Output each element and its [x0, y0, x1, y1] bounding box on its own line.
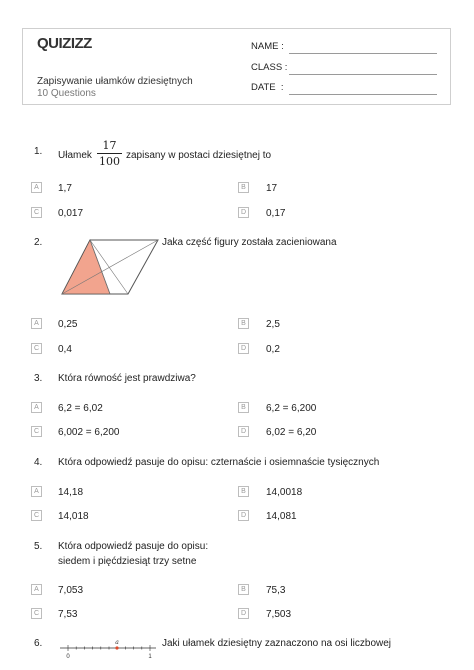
option-box-b[interactable]: B	[238, 182, 249, 193]
option-box-a[interactable]: A	[31, 486, 42, 497]
question-number: 5.	[34, 541, 43, 552]
point-label: a	[115, 639, 119, 646]
fraction-numerator: 17	[102, 139, 117, 152]
quizizz-logo: QUIZIZZ	[37, 35, 92, 52]
option-box-b[interactable]: B	[238, 584, 249, 595]
option-box-b[interactable]: B	[238, 402, 249, 413]
option-b-text: 75,3	[266, 585, 286, 596]
class-label: CLASS :	[251, 62, 288, 73]
question-text: zapisany w postaci dziesiętnej to	[126, 150, 272, 161]
class-line[interactable]	[289, 74, 437, 75]
option-box-b[interactable]: B	[238, 486, 249, 497]
question-number: 3.	[34, 373, 43, 384]
option-c-text: 7,53	[58, 609, 78, 620]
question-number: 6.	[34, 638, 43, 649]
option-b-text: 17	[266, 183, 278, 194]
question-number: 4.	[34, 457, 43, 468]
option-a-text: 14,18	[58, 487, 84, 498]
option-c-text: 0,017	[58, 208, 84, 219]
option-b-text: 2,5	[266, 319, 280, 330]
option-b-text: 6,2 = 6,200	[266, 403, 317, 414]
name-line[interactable]	[289, 53, 437, 54]
option-box-c[interactable]: C	[31, 207, 42, 218]
question-number: 1.	[34, 146, 43, 157]
end-label: 1	[148, 654, 152, 660]
option-d-text: 0,17	[266, 208, 286, 219]
fraction-bar	[97, 153, 122, 154]
option-box-c[interactable]: C	[31, 510, 42, 521]
worksheet-title: Zapisywanie ułamków dziesiętnych	[37, 76, 193, 87]
option-box-a[interactable]: A	[31, 584, 42, 595]
date-line[interactable]	[289, 94, 437, 95]
question-count: 10 Questions	[37, 88, 96, 99]
option-a-text: 0,25	[58, 319, 78, 330]
option-a-text: 6,2 = 6,02	[58, 403, 103, 414]
option-box-d[interactable]: D	[238, 343, 249, 354]
option-box-c[interactable]: C	[31, 426, 42, 437]
option-b-text: 14,0018	[266, 487, 303, 498]
option-box-b[interactable]: B	[238, 318, 249, 329]
option-a-text: 1,7	[58, 183, 72, 194]
option-box-a[interactable]: A	[31, 318, 42, 329]
option-c-text: 6,002 = 6,200	[58, 427, 120, 438]
option-box-d[interactable]: D	[238, 207, 249, 218]
question-number: 2.	[34, 237, 43, 248]
option-box-d[interactable]: D	[238, 510, 249, 521]
start-label: 0	[66, 654, 70, 660]
question-text: Jaka część figury została zacieniowana	[162, 237, 337, 248]
option-box-d[interactable]: D	[238, 608, 249, 619]
worksheet-header	[22, 28, 451, 105]
option-box-c[interactable]: C	[31, 343, 42, 354]
question-text: Która odpowiedź pasuje do opisu: czternaście i osiemnaście tysięcznych	[58, 457, 380, 468]
option-c-text: 14,018	[58, 511, 89, 522]
marked-point	[115, 646, 118, 649]
number-line	[58, 636, 158, 662]
option-box-c[interactable]: C	[31, 608, 42, 619]
question-text-line2: siedem i pięćdziesiąt trzy setne	[58, 556, 197, 567]
parallelogram-figure	[60, 238, 160, 296]
name-label: NAME :	[251, 41, 284, 52]
option-d-text: 7,503	[266, 609, 292, 620]
option-d-text: 14,081	[266, 511, 297, 522]
option-d-text: 6,02 = 6,20	[266, 427, 317, 438]
question-text: Jaki ułamek dziesiętny zaznaczono na osi liczbowej	[162, 638, 392, 649]
option-d-text: 0,2	[266, 344, 280, 355]
fraction-denominator: 100	[99, 155, 120, 168]
fraction	[97, 139, 122, 168]
option-box-a[interactable]: A	[31, 182, 42, 193]
option-box-d[interactable]: D	[238, 426, 249, 437]
date-label: DATE :	[251, 82, 284, 93]
question-text-line1: Która odpowiedź pasuje do opisu:	[58, 541, 209, 552]
option-a-text: 7,053	[58, 585, 84, 596]
option-box-a[interactable]: A	[31, 402, 42, 413]
option-c-text: 0,4	[58, 344, 72, 355]
question-text: Która równość jest prawdziwa?	[58, 373, 196, 384]
question-text: Ułamek	[58, 150, 92, 161]
